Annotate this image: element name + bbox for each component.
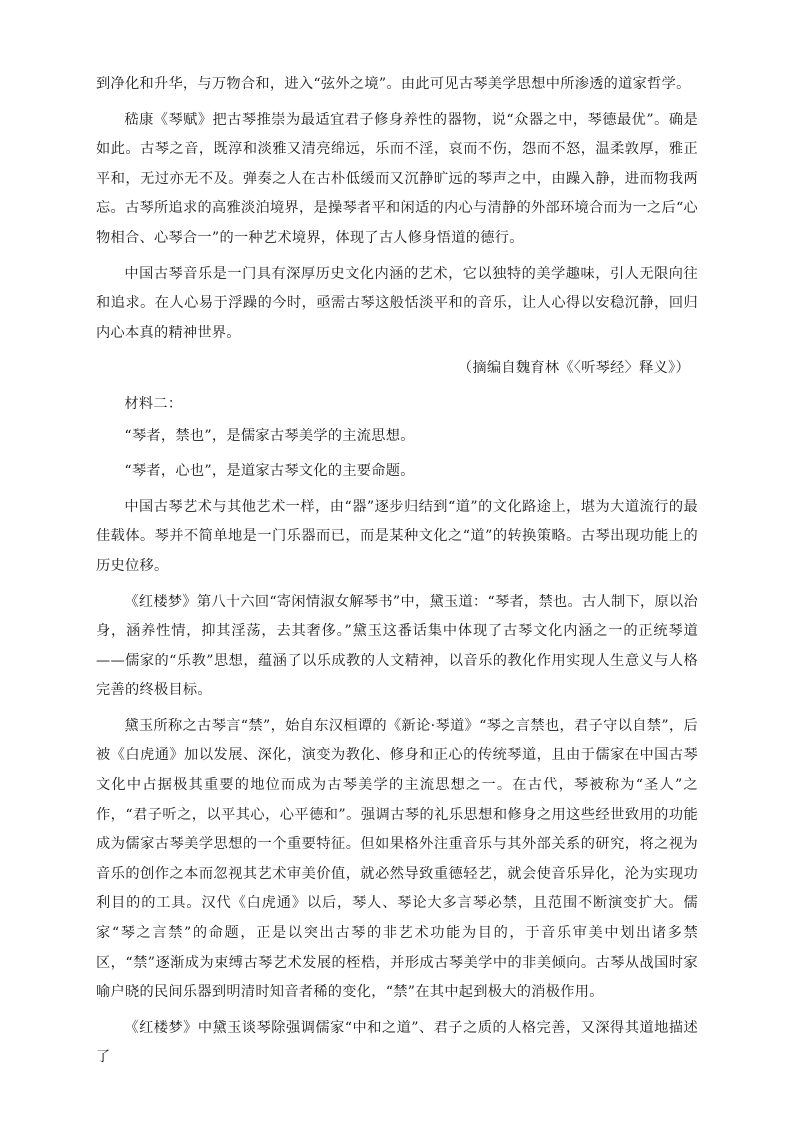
material-2-heading: 材料二：: [124, 395, 183, 412]
paragraph-hongloumeng-86: 《红楼梦》第八十六回“寄闲情淑女解琴书”中，黛玉道：“琴者，禁也。古人制下，原以治身，涵养性情，抑其淫荡，去其奢侈。”黛玉这番话集中体现了古琴文化内涵之一的正统琴道——儒家的“乐教”思想，蕴涵了以乐成教的人文精神，以音乐的教化作用实现人生意义与人格完善的终极目标。: [96, 593, 698, 699]
paragraph-qi-dao: 中国古琴艺术与其他艺术一样，由“器”逐步归结到“道”的文化路途上，堪为大道流行的最佳载体。琴并不简单地是一门乐器而已，而是某种文化之“道”的转换策略。古琴出现功能上的历史位移。: [96, 498, 698, 574]
document-page: [96, 70, 698, 1079]
source-citation: （摘编自魏育林《〈听琴经〉释义》）: [457, 360, 690, 377]
paragraph-qin-fu: 嵇康《琴赋》把古琴推崇为最适宜君子修身养性的器物，说“众器之中，琴德最优”。确是如此。古琴之音，既淳和淡雅又清亮绵远，乐而不淫，哀而不伤，怨而不怒，温柔敦厚，雅正平和，无过亦无不及。弹奏之人在古朴低缓而又沉静旷远的琴声之中，由躁入静，进而物我两忘。古琴所追求的高雅淡泊境界，是操琴者平和闲适的内心与清静的外部环境合而为一之后“心物相合、心琴合一”的一种艺术境界，体现了古人修身悟道的德行。: [96, 111, 698, 246]
paragraph-qin-jin: “琴者，禁也”，是儒家古琴美学的主流思想。: [124, 427, 415, 444]
paragraph-qin-xin: “琴者，心也”，是道家古琴文化的主要命题。: [124, 463, 415, 480]
paragraph-hongloumeng-zhonghe: 《红楼梦》中黛玉谈琴除强调儒家“中和之道”、君子之质的人格完善，又深得其道地描述了: [96, 1019, 698, 1066]
paragraph-daiyu-jin: 黛玉所称之古琴言“禁”，始自东汉桓谭的《新论·琴道》“琴之言禁也，君子守以自禁”，后被《白虎通》加以发展、深化，演变为教化、修身和正心的传统琴道，且由于儒家在中国古琴文化中占据极其重要的地位而成为古琴美学的主流思想之一。在古代，琴被称为“圣人”之作，“君子听之，以平其心，心平德和”。强调古琴的礼乐思想和修身之用这些经世致用的功能成为儒家古琴美学思想的一个重要特征。但如果格外注重音乐与其外部关系的研究，将之视为音乐的创作之本而忽视其艺术审美价值，就必然导致重德轻艺，就会使音乐异化，沦为实现功利目的的工具。汉代《白虎通》以后，琴人、琴论大多言琴必禁，且范围不断演变扩大。儒家“琴之言禁”的命题，正是以突出古琴的非艺术功能为目的，于音乐审美中划出诸多禁区，“禁”逐渐成为束缚古琴艺术发展的桎梏，并形成古琴美学中的非美倾向。古琴从战国时家喻户晓的民间乐器到明清时知音者稀的变化，“禁”在其中起到极大的消极作用。: [96, 717, 698, 1001]
paragraph-continued: 到净化和升华，与万物合和，进入“弦外之境”。由此可见古琴美学思想中所渗透的道家哲学。: [96, 76, 691, 92]
paragraph-guqin-music: 中国古琴音乐是一门具有深厚历史文化内涵的艺术，它以独特的美学趣味，引人无限向往和追求。在人心易于浮躁的今时，亟需古琴这般恬淡平和的音乐，让人心得以安稳沉静，回归内心本真的精神世界。: [96, 265, 698, 341]
